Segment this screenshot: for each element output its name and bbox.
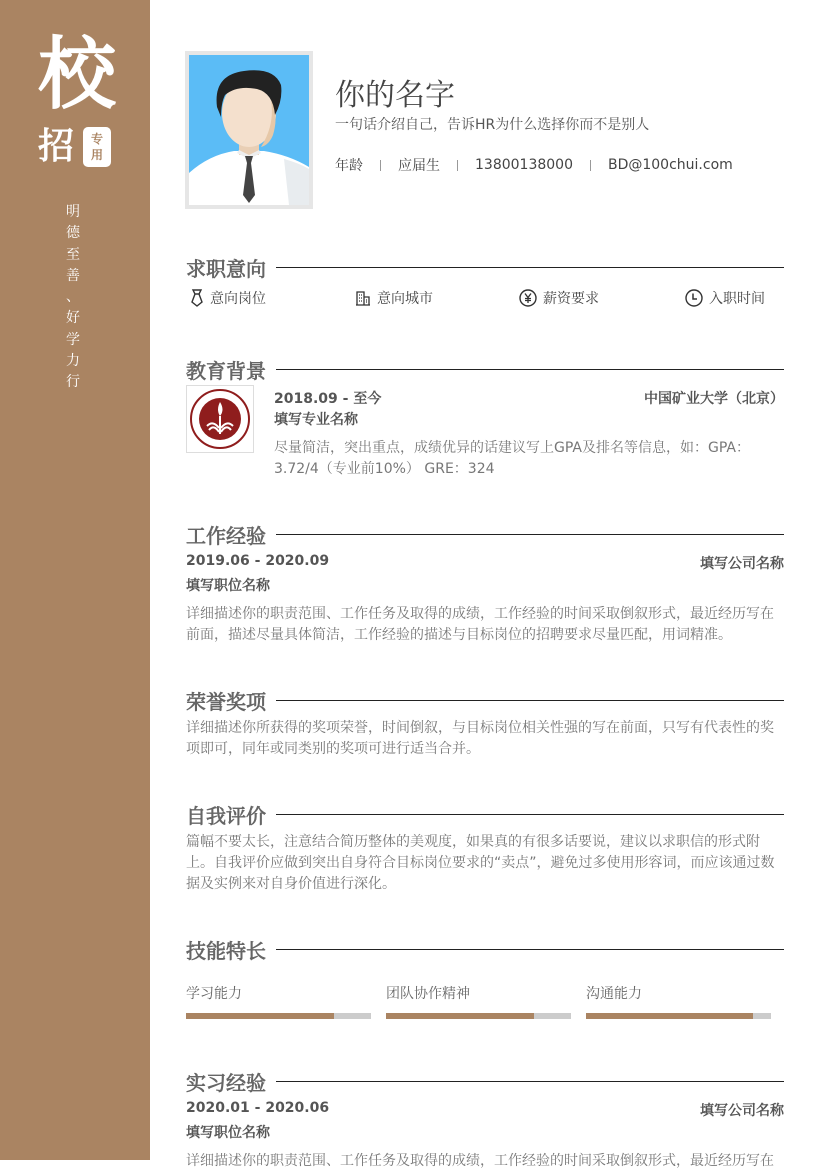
section-title: 实习经验: [186, 1071, 266, 1095]
divider: [276, 700, 784, 701]
internship-company: 填写公司名称: [700, 1103, 784, 1119]
internship-period: 2020.01 - 2020.06: [186, 1100, 330, 1116]
intent-label: 意向岗位: [210, 291, 266, 307]
major-name: 填写专业名称: [274, 412, 358, 428]
divider: [276, 1081, 784, 1082]
work-position: 填写职位名称: [186, 578, 270, 594]
motto-char: 学: [66, 331, 80, 348]
section-self-eval-header: [186, 800, 784, 829]
section-title: 工作经验: [186, 524, 266, 548]
school-emblem-icon: [189, 388, 251, 450]
internship-position: 填写职位名称: [186, 1125, 270, 1141]
motto-char: 明: [66, 204, 80, 220]
work-row: [186, 553, 784, 573]
logo-badge: [83, 127, 111, 167]
school-name: 中国矿业大学（北京）: [644, 391, 784, 407]
skill-label: 学习能力: [186, 986, 242, 1002]
section-title: 技能特长: [186, 939, 266, 963]
skill-bar: [186, 1013, 371, 1019]
education-desc: 尽量简洁，突出重点，成绩优异的话建议写上GPA及排名等信息，如：GPA：3.72/4（专业前10%） GRE：324: [274, 440, 750, 477]
motto-char: 德: [66, 225, 80, 242]
intent-label: 入职时间: [709, 291, 765, 307]
job-intent: [186, 288, 784, 308]
contact-info: [335, 155, 733, 175]
avatar-illustration-icon: [189, 55, 309, 205]
motto-char: 善: [66, 267, 80, 284]
self-eval-desc: 篇幅不要太长，注意结合简历整体的美观度，如果真的有很多话要说，建议以求职信的形式附上。自我评价应做到突出自身符合目标岗位要求的“卖点”，避免过多使用形容词，而应该通过数据及实例来对自身价值进行深化。: [186, 834, 775, 892]
divider: [457, 160, 458, 171]
intent-city[interactable]: [355, 288, 433, 308]
candidate-name: 你的名字: [335, 78, 455, 113]
section-skills-header: [186, 935, 784, 964]
logo-sub-char: 招: [38, 125, 75, 167]
skill-label: 沟通能力: [586, 986, 642, 1002]
section-honors-header: [186, 686, 784, 715]
status: 应届生: [398, 158, 440, 174]
motto-char: 行: [66, 374, 80, 391]
phone[interactable]: 13800138000: [475, 157, 573, 173]
education-row: [274, 388, 784, 408]
skill-bar: [386, 1013, 571, 1019]
profile-photo[interactable]: [185, 51, 313, 209]
skill-item: [586, 983, 771, 1003]
section-title: 荣誉奖项: [186, 690, 266, 714]
divider: [276, 369, 784, 370]
divider: [276, 814, 784, 815]
skill-bar: [586, 1013, 771, 1019]
badge-bottom: 用: [90, 148, 103, 162]
education-period: 2018.09 - 至今: [274, 391, 382, 407]
skill-bar-fill: [586, 1013, 753, 1019]
internship-desc: 详细描述你的职责范围、工作任务及取得的成绩，工作经验的时间采取倒叙形式，最近经历写在: [186, 1153, 774, 1169]
tie-icon: [190, 289, 204, 307]
section-internship-header: [186, 1067, 784, 1096]
intent-salary[interactable]: [519, 288, 599, 308]
email[interactable]: BD@100chui.com: [607, 157, 733, 173]
intent-label: 薪资要求: [543, 291, 599, 307]
divider: [276, 949, 784, 950]
motto-char: 力: [66, 353, 80, 370]
intent-position[interactable]: [190, 288, 266, 308]
building-icon: [355, 290, 371, 306]
work-period: 2019.06 - 2020.09: [186, 553, 330, 569]
motto-char: 好: [66, 310, 80, 327]
internship-row: [186, 1100, 784, 1120]
section-intent-header: [186, 253, 784, 282]
tagline: 一句话介绍自己，告诉HR为什么选择你而不是别人: [335, 117, 650, 133]
age: 年龄: [335, 158, 363, 174]
divider: [590, 160, 591, 171]
work-desc: 详细描述你的职责范围、工作任务及取得的成绩，工作经验的时间采取倒叙形式，最近经历写在前面，描述尽量具体简洁，工作经验的描述与目标岗位的招聘要求尽量匹配，用词精准。: [186, 606, 774, 643]
intent-start-time[interactable]: [685, 288, 765, 308]
clock-icon: [685, 289, 703, 307]
motto-char: 、: [66, 289, 80, 306]
honors-desc: 详细描述你所获得的奖项荣誉，时间倒叙，与目标岗位相关性强的写在前面，只写有代表性的奖项即可，同年或同类别的奖项可进行适当合并。: [186, 720, 774, 757]
school-logo: [186, 385, 254, 453]
skill-label: 团队协作精神: [386, 986, 470, 1002]
yen-icon: [519, 289, 537, 307]
badge-top: 专: [90, 132, 103, 146]
motto: [64, 202, 82, 394]
work-company: 填写公司名称: [700, 556, 784, 572]
avatar: [189, 55, 309, 205]
divider: [380, 160, 381, 171]
intent-label: 意向城市: [377, 291, 433, 307]
skill-item: [186, 983, 371, 1003]
skill-item: [386, 983, 571, 1003]
divider: [276, 534, 784, 535]
skill-bar-fill: [186, 1013, 334, 1019]
section-education-header: [186, 355, 784, 384]
section-title: 求职意向: [186, 257, 266, 281]
motto-char: 至: [66, 246, 80, 263]
divider: [276, 267, 784, 268]
skill-bar-fill: [386, 1013, 534, 1019]
sidebar: [0, 0, 150, 1160]
section-title: 自我评价: [186, 804, 266, 828]
section-work-header: [186, 520, 784, 549]
section-title: 教育背景: [186, 359, 266, 383]
logo-main-char: 校: [38, 29, 117, 120]
